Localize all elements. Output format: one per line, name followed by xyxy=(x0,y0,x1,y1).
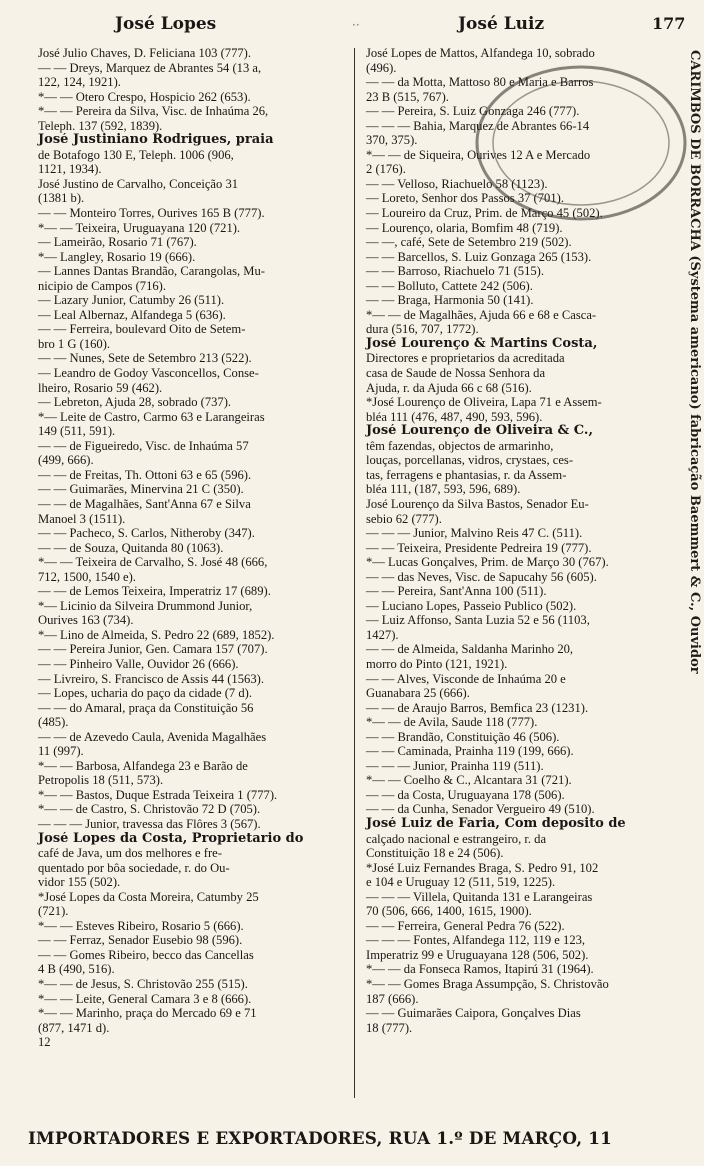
right-column-line: — — Braga, Harmonia 50 (141). xyxy=(366,293,534,308)
left-column-line: José Justiniano Rodrigues, praia xyxy=(38,133,274,148)
right-column-line: 370, 375). xyxy=(366,133,418,148)
left-column-line: (485). xyxy=(38,715,69,730)
right-column-line: *— — Gomes Braga Assumpção, S. Christovão xyxy=(366,977,609,991)
left-column-line: José Lopes da Costa, Proprietario do xyxy=(38,831,304,846)
left-column-line: — — Dreys, Marquez de Abrantes 54 (13 a, xyxy=(38,60,262,75)
right-column-line: — — da Cunha, Senador Vergueiro 49 (510). xyxy=(366,802,595,817)
right-column-line: — — — Junior, Malvino Reis 47 C. (511). xyxy=(366,526,583,541)
left-column-line: de Botafogo 130 E, Teleph. 1006 (906, xyxy=(38,147,234,162)
right-column-line: — — Guimarães Caipora, Gonçalves Dias xyxy=(366,1006,581,1021)
left-column-line: *— — Otero Crespo, Hospicio 262 (653). xyxy=(38,89,251,104)
right-column-line: — — Barcellos, S. Luiz Gonzaga 265 (153). xyxy=(366,249,592,264)
right-column-line: Directores e proprietarios da acreditada xyxy=(366,351,565,366)
left-column-line: *— — Leite, General Camara 3 e 8 (666). xyxy=(38,991,252,1006)
left-column-line: Petropolis 18 (511, 573). xyxy=(38,773,164,788)
left-column-line: (721). xyxy=(38,904,69,919)
left-column-line: Ourives 163 (734). xyxy=(38,613,134,628)
left-column-line: Teleph. 137 (592, 1839). xyxy=(38,118,163,133)
left-column-line: — — de Lemos Teixeira, Imperatriz 17 (689). xyxy=(38,584,271,599)
right-column-line: — Luciano Lopes, Passeio Publico (502). xyxy=(366,598,577,613)
left-column-line: — Lameirão, Rosario 71 (767). xyxy=(38,235,197,250)
left-column-line: — Lazary Junior, Catumby 26 (511). xyxy=(38,293,225,308)
left-column-line: — — Ferraz, Senador Eusebio 98 (596). xyxy=(38,933,243,948)
right-column-line: Imperatriz 99 e Uruguayana 128 (506, 502). xyxy=(366,947,589,962)
left-column-line: 149 (511, 591). xyxy=(38,424,116,439)
left-column-line: *— — Bastos, Duque Estrada Teixeira 1 (777). xyxy=(38,787,278,802)
right-column-line: bléa 111, (187, 593, 596, 689). xyxy=(366,482,521,497)
right-column-line: — — Barroso, Riachuelo 71 (515). xyxy=(366,264,545,279)
right-column-line: José Lourenço & Martins Costa, xyxy=(366,336,598,351)
left-column-line: *— — Pereira da Silva, Visc. de Inhaúma 26, xyxy=(38,104,269,119)
left-column-line: 122, 124, 1921). xyxy=(38,75,121,90)
left-column-line: *— — Barbosa, Alfandega 23 e Barão de xyxy=(38,758,248,773)
left-column-line: *— Lino de Almeida, S. Pedro 22 (689, 1852). xyxy=(38,627,275,642)
right-column-line: e 104 e Uruguay 12 (511, 519, 1225). xyxy=(366,875,556,890)
stamp-ring-icon xyxy=(470,58,692,228)
left-column-line: *— — Esteves Ribeiro, Rosario 5 (666). xyxy=(38,918,244,933)
left-column-line: 11 (997). xyxy=(38,744,84,759)
left-column-line: quentado por bôa sociedade, r. do Ou- xyxy=(38,860,230,875)
right-column-line: Guanabara 25 (666). xyxy=(366,686,470,701)
left-column-line: *— — Marinho, praça do Mercado 69 e 71 xyxy=(38,1006,257,1021)
right-column-line: — — Velloso, Riachuelo 58 (1123). xyxy=(366,176,548,191)
right-column-line: José Lopes de Mattos, Alfandega 10, sobrado xyxy=(366,46,595,60)
left-column-line: *— Leite de Castro, Carmo 63 e Larangeiras xyxy=(38,409,265,424)
right-column-line: 2 (176). xyxy=(366,162,406,177)
left-column-line: — Lannes Dantas Brandão, Carangolas, Mu- xyxy=(38,264,265,279)
left-column-line: — — — Junior, travessa das Flôres 3 (567). xyxy=(38,816,261,831)
right-column-line: têm fazendas, objectos de armarinho, xyxy=(366,438,554,453)
right-column-line: — — Caminada, Prainha 119 (199, 666). xyxy=(366,744,574,759)
vertical-advertisement xyxy=(686,50,704,1120)
right-column-line: 70 (506, 666, 1400, 1615, 1900). xyxy=(366,904,532,919)
right-column-line: sebio 62 (777). xyxy=(366,511,442,526)
header-mark: ·· xyxy=(352,18,360,32)
right-column-line: — Luiz Affonso, Santa Luzia 52 e 56 (1103, xyxy=(366,613,590,628)
left-column-line: — — Pacheco, S. Carlos, Nitheroby (347). xyxy=(38,526,255,541)
right-column-line: — — — Junior, Prainha 119 (511). xyxy=(366,758,544,773)
right-column-line: *— — Coelho & C., Alcantara 31 (721). xyxy=(366,773,572,788)
right-column-line: Ajuda, r. da Ajuda 66 c 68 (516). xyxy=(366,380,532,395)
right-column-line: — Lourenço, olaria, Bomfim 48 (719). xyxy=(366,220,563,235)
right-column-line: — Loreto, Senhor dos Passos 37 (701). xyxy=(366,191,564,206)
column-divider xyxy=(354,48,355,1098)
left-column-line: (877, 1471 d). xyxy=(38,1020,110,1035)
right-column-line: — — das Neves, Visc. de Sapucahy 56 (605). xyxy=(366,569,597,584)
right-column-line: *— — da Fonseca Ramos, Itapirú 31 (1964). xyxy=(366,962,594,977)
left-column-line: — — Guimarães, Minervina 21 C (350). xyxy=(38,482,244,497)
right-column-line: José Lourenço da Silva Bastos, Senador Eu- xyxy=(366,496,589,511)
right-column-line: Constituição 18 e 24 (506). xyxy=(366,846,504,861)
right-column-line: — — de Almeida, Saldanha Marinho 20, xyxy=(366,642,574,657)
left-column-line: — — de Magalhães, Sant'Anna 67 e Silva xyxy=(38,496,251,511)
left-column-line: café de Java, um dos melhores e fre- xyxy=(38,846,222,861)
left-column-line: *José Lopes da Costa Moreira, Catumby 25 xyxy=(38,889,259,904)
right-column-line: — — de Araujo Barros, Bemfica 23 (1231). xyxy=(366,700,589,715)
left-column-line: bro 1 G (160). xyxy=(38,336,111,351)
archive-stamp xyxy=(470,58,692,228)
left-column-line: lheiro, Rosario 59 (462). xyxy=(38,380,163,395)
right-column-line: José Lourenço de Oliveira & C., xyxy=(366,424,593,439)
left-column-line: *— Licinio da Silveira Drummond Junior, xyxy=(38,598,253,613)
header-right-title: José Luiz xyxy=(458,14,545,34)
right-column-line: — — — Villela, Quitanda 131 e Larangeiras xyxy=(366,889,593,904)
left-column-line: 1121, 1934). xyxy=(38,162,102,177)
right-column-line: 18 (777). xyxy=(366,1020,413,1035)
left-column-line: vidor 155 (502). xyxy=(38,875,121,890)
right-column-line: *— — de Avila, Saude 118 (777). xyxy=(366,715,538,730)
left-column-line: — — de Figueiredo, Visc. de Inhaúma 57 xyxy=(38,438,249,453)
left-column-line: — — Nunes, Sete de Setembro 213 (522). xyxy=(38,351,252,366)
left-column-line: (1381 b). xyxy=(38,191,85,206)
left-column-line: *— — de Castro, S. Christovão 72 D (705). xyxy=(38,802,261,817)
left-column-line: — — de Azevedo Caula, Avenida Magalhães xyxy=(38,729,267,744)
page-number: 177 xyxy=(652,14,686,33)
left-column xyxy=(30,46,350,1050)
right-column-line: morro do Pinto (121, 1921). xyxy=(366,656,508,671)
left-column-line: José Julio Chaves, D. Feliciana 103 (777). xyxy=(38,46,252,60)
right-column-line: 1427). xyxy=(366,627,399,642)
right-column-line: *José Lourenço de Oliveira, Lapa 71 e Assem- xyxy=(366,395,602,410)
left-column-line: *— Langley, Rosario 19 (666). xyxy=(38,249,196,264)
left-column-line: — — Ferreira, boulevard Oito de Setem- xyxy=(38,322,246,337)
right-column-line: *— — de Siqueira, Ourives 12 A e Mercado xyxy=(366,147,591,162)
right-column-line: José Luiz de Faria, Com deposito de xyxy=(366,816,626,831)
right-column-line: *— — de Magalhães, Ajuda 66 e 68 e Casca- xyxy=(366,307,597,322)
left-column-line: *— — de Jesus, S. Christovão 255 (515). xyxy=(38,977,248,991)
left-column-line: 12 xyxy=(38,1035,51,1050)
left-column-line: — Leandro de Godoy Vasconcellos, Conse- xyxy=(38,366,259,381)
left-column-line: — — de Souza, Quitanda 80 (1063). xyxy=(38,540,224,555)
left-column-line: — Lebreton, Ajuda 28, sobrado (737). xyxy=(38,395,232,410)
right-column-line: — — Teixeira, Presidente Pedreira 19 (777). xyxy=(366,540,592,555)
right-column-line: — — da Costa, Uruguayana 178 (506). xyxy=(366,787,565,802)
right-column-line: tas, ferragens e phantasias, r. da Assem- xyxy=(366,467,567,482)
right-column-line: *José Luiz Fernandes Braga, S. Pedro 91, 102 xyxy=(366,860,599,875)
right-column-line: — — — Bahia, Marquez de Abrantes 66-14 xyxy=(366,118,590,133)
left-column-line: — — Pinheiro Valle, Ouvidor 26 (666). xyxy=(38,656,239,671)
right-column-line: — — Bolluto, Cattete 242 (506). xyxy=(366,278,533,293)
page-footer: IMPORTADORES E EXPORTADORES, RUA 1.º DE MARÇO, 11 xyxy=(28,1128,613,1148)
right-column-line: calçado nacional e estrangeiro, r. da xyxy=(366,831,547,846)
right-column-line: — — Brandão, Constituição 46 (506). xyxy=(366,729,560,744)
right-column-line: — — Pereira, S. Luiz Gonzaga 246 (777). xyxy=(366,104,580,119)
left-column-line: — — Pereira Junior, Gen. Camara 157 (707). xyxy=(38,642,268,657)
left-column-line: — — Gomes Ribeiro, becco das Cancellas xyxy=(38,947,254,962)
right-column-line: dura (516, 707, 1772). xyxy=(366,322,479,337)
right-column-line: bléa 111 (476, 487, 490, 593, 596). xyxy=(366,409,543,424)
vertical-advertisement-text: CARIMBOS DE BORRACHA (Systema americano) fabricação Baemmert & C., Ouvidor xyxy=(687,50,702,674)
right-column-line: — Loureiro da Cruz, Prim. de Março 45 (502). xyxy=(366,206,603,221)
header-left-title: José Lopes xyxy=(115,14,217,34)
right-column-line: — —, café, Sete de Setembro 219 (502). xyxy=(366,235,572,250)
left-column-line: — Leal Albernaz, Alfandega 5 (636). xyxy=(38,307,226,322)
page-header xyxy=(0,4,704,44)
left-column-line: — — de Freitas, Th. Ottoni 63 e 65 (596). xyxy=(38,467,252,482)
right-column-line: 187 (666). xyxy=(366,991,419,1006)
right-column-line: *— Lucas Gonçalves, Prim. de Março 30 (767). xyxy=(366,555,609,570)
right-column-line: louças, porcellanas, vidros, crystaes, ces- xyxy=(366,453,574,468)
right-column-line: (496). xyxy=(366,60,397,75)
right-column-line: — — da Motta, Mattoso 80 e Maria e Barros xyxy=(366,75,594,90)
right-column-line: 23 B (515, 767). xyxy=(366,89,449,104)
left-column-line: *— — Teixeira, Uruguayana 120 (721). xyxy=(38,220,241,235)
left-column-line: Manoel 3 (1511). xyxy=(38,511,126,526)
left-column-line: — Lopes, ucharia do paço da cidade (7 d). xyxy=(38,686,253,701)
left-column-line: — Livreiro, S. Francisco de Assis 44 (1563). xyxy=(38,671,264,686)
right-column-line: casa de Saude de Nossa Senhora da xyxy=(366,366,546,381)
left-column-line: 712, 1500, 1540 e). xyxy=(38,569,136,584)
left-column-line: José Justino de Carvalho, Conceição 31 xyxy=(38,176,239,191)
right-column-line: — — Pereira, Sant'Anna 100 (511). xyxy=(366,584,547,599)
left-column-line: — — Monteiro Torres, Ourives 165 B (777). xyxy=(38,206,265,221)
left-column-line: nicipio de Campos (716). xyxy=(38,278,167,293)
right-column-line: — — Alves, Visconde de Inhaúma 20 e xyxy=(366,671,566,686)
left-column-line: *— — Teixeira de Carvalho, S. José 48 (666, xyxy=(38,555,268,570)
right-column-line: — — Ferreira, General Pedra 76 (522). xyxy=(366,918,565,933)
right-column-line: — — — Fontes, Alfandega 112, 119 e 123, xyxy=(366,933,586,948)
left-column-line: — — do Amaral, praça da Constituição 56 xyxy=(38,700,254,715)
left-column-line: 4 B (490, 516). xyxy=(38,962,115,977)
left-column-line: (499, 666). xyxy=(38,453,94,468)
